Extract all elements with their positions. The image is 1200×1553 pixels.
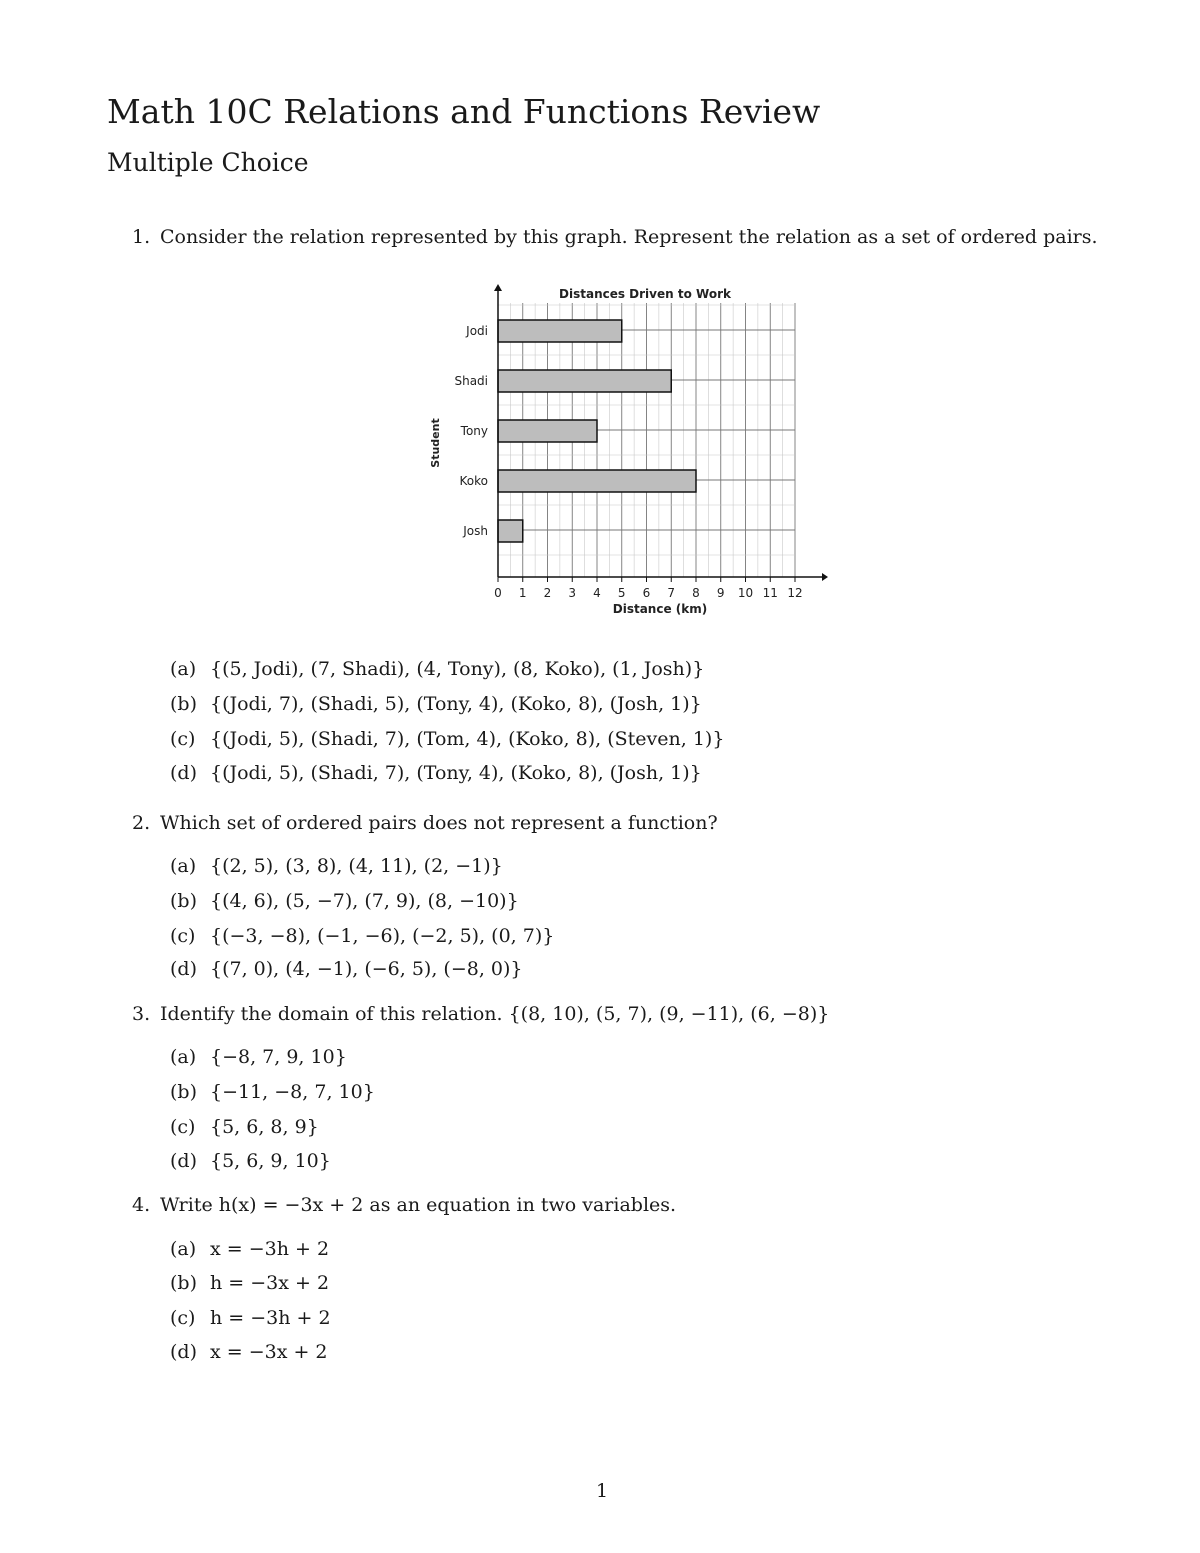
option-text: {(7, 0), (4, −1), (−6, 5), (−8, 0)}: [210, 958, 523, 980]
option-text: {−8, 7, 9, 10}: [210, 1046, 347, 1068]
x-tick-label: 3: [568, 586, 577, 600]
question-4: [132, 1194, 676, 1216]
q4-option-c[interactable]: [170, 1307, 331, 1329]
option-label: (c): [170, 1307, 196, 1329]
x-tick-label: 12: [787, 586, 803, 600]
q3-option-b[interactable]: [170, 1081, 375, 1103]
x-tick-label: 8: [692, 586, 700, 600]
x-tick-label: 9: [716, 586, 725, 600]
option-label: (c): [170, 925, 196, 947]
page-title: Math 10C Relations and Functions Review: [107, 92, 821, 131]
x-tick-label: 11: [762, 586, 778, 600]
q3-option-d[interactable]: [170, 1150, 331, 1172]
q1-option-c[interactable]: [170, 728, 724, 750]
question-text: Identify the domain of this relation. {(8, 10), (5, 7), (9, −11), (6, −8)}: [160, 1003, 830, 1025]
x-tick-label: 5: [617, 586, 626, 600]
option-text: {(2, 5), (3, 8), (4, 11), (2, −1)}: [210, 855, 503, 877]
question-text: Which set of ordered pairs does not represent a function?: [160, 812, 718, 834]
bar-koko: [498, 470, 696, 492]
x-tick-label: 2: [543, 586, 552, 600]
option-label: (d): [170, 762, 197, 784]
question-3: [132, 1003, 829, 1025]
x-tick-label: 0: [494, 586, 502, 600]
x-tick-label: 1: [518, 586, 527, 600]
question-number: 2.: [132, 812, 151, 834]
option-label: (b): [170, 1081, 197, 1103]
q4-option-a[interactable]: [170, 1238, 329, 1260]
page-number: 1: [596, 1480, 609, 1502]
category-label: Tony: [460, 424, 488, 438]
bar-josh: [498, 520, 523, 542]
question-number: 4.: [132, 1194, 151, 1216]
bar-jodi: [498, 320, 622, 342]
x-tick-label: 6: [642, 586, 651, 600]
q2-option-d[interactable]: [170, 958, 523, 980]
option-text: h = −3x + 2: [210, 1272, 330, 1294]
option-text: {(−3, −8), (−1, −6), (−2, 5), (0, 7)}: [210, 925, 555, 947]
category-labels: [454, 324, 488, 538]
q2-option-b[interactable]: [170, 890, 519, 912]
question-number: 1.: [132, 226, 151, 248]
x-axis-arrow: [822, 573, 828, 581]
q3-option-c[interactable]: [170, 1116, 319, 1138]
y-axis-label: Student: [429, 418, 442, 468]
category-label: Koko: [459, 474, 488, 488]
option-text: {(Jodi, 7), (Shadi, 5), (Tony, 4), (Koko, 8), (Josh, 1)}: [210, 693, 702, 715]
q1-option-d[interactable]: [170, 762, 702, 784]
chart-title: Distances Driven to Work: [559, 287, 731, 301]
option-label: (a): [170, 658, 197, 680]
question-1: [132, 226, 1098, 248]
option-label: (c): [170, 1116, 196, 1138]
q4-option-b[interactable]: [170, 1272, 329, 1294]
category-label: Jodi: [466, 324, 488, 338]
x-axis-label: Distance (km): [612, 602, 708, 616]
option-label: (d): [170, 958, 197, 980]
q2-option-c[interactable]: [170, 925, 554, 947]
option-label: (a): [170, 1046, 197, 1068]
question-number: 3.: [132, 1003, 151, 1025]
q1-option-a[interactable]: [170, 658, 704, 680]
question-text: Write h(x) = −3x + 2 as an equation in two variables.: [160, 1194, 677, 1216]
bar-shadi: [498, 370, 671, 392]
x-tick-label: 7: [667, 586, 676, 600]
option-label: (b): [170, 890, 197, 912]
category-label: Shadi: [454, 374, 488, 388]
option-label: (a): [170, 855, 197, 877]
question-2: [132, 812, 718, 834]
question-text: Consider the relation represented by this graph. Represent the relation as a set of ordered pairs.: [160, 226, 1098, 248]
x-tick-label: 4: [593, 586, 601, 600]
option-label: (b): [170, 693, 197, 715]
option-text: {(4, 6), (5, −7), (7, 9), (8, −10)}: [210, 890, 519, 912]
bar-chart: [420, 280, 840, 625]
q2-option-a[interactable]: [170, 855, 503, 877]
option-label: (b): [170, 1272, 197, 1294]
y-axis-arrow: [494, 284, 502, 291]
q3-option-a[interactable]: [170, 1046, 347, 1068]
option-text: {5, 6, 9, 10}: [210, 1150, 331, 1172]
q1-option-b[interactable]: [170, 693, 702, 715]
option-text: x = −3h + 2: [210, 1238, 330, 1260]
option-text: {5, 6, 8, 9}: [210, 1116, 319, 1138]
option-label: (a): [170, 1238, 197, 1260]
option-text: h = −3h + 2: [210, 1307, 331, 1329]
tick-labels: [494, 586, 802, 600]
option-label: (c): [170, 728, 196, 750]
option-text: {−11, −8, 7, 10}: [210, 1081, 375, 1103]
option-text: x = −3x + 2: [210, 1341, 328, 1363]
option-text: {(5, Jodi), (7, Shadi), (4, Tony), (8, Koko), (1, Josh)}: [210, 658, 705, 680]
option-label: (d): [170, 1341, 197, 1363]
option-text: {(Jodi, 5), (Shadi, 7), (Tony, 4), (Koko, 8), (Josh, 1)}: [210, 762, 702, 784]
option-text: {(Jodi, 5), (Shadi, 7), (Tom, 4), (Koko, 8), (Steven, 1)}: [210, 728, 725, 750]
bar-tony: [498, 420, 597, 442]
category-label: Josh: [463, 524, 488, 538]
q4-option-d[interactable]: [170, 1341, 328, 1363]
x-tick-label: 10: [737, 586, 754, 600]
section-title: Multiple Choice: [107, 148, 309, 177]
option-label: (d): [170, 1150, 197, 1172]
